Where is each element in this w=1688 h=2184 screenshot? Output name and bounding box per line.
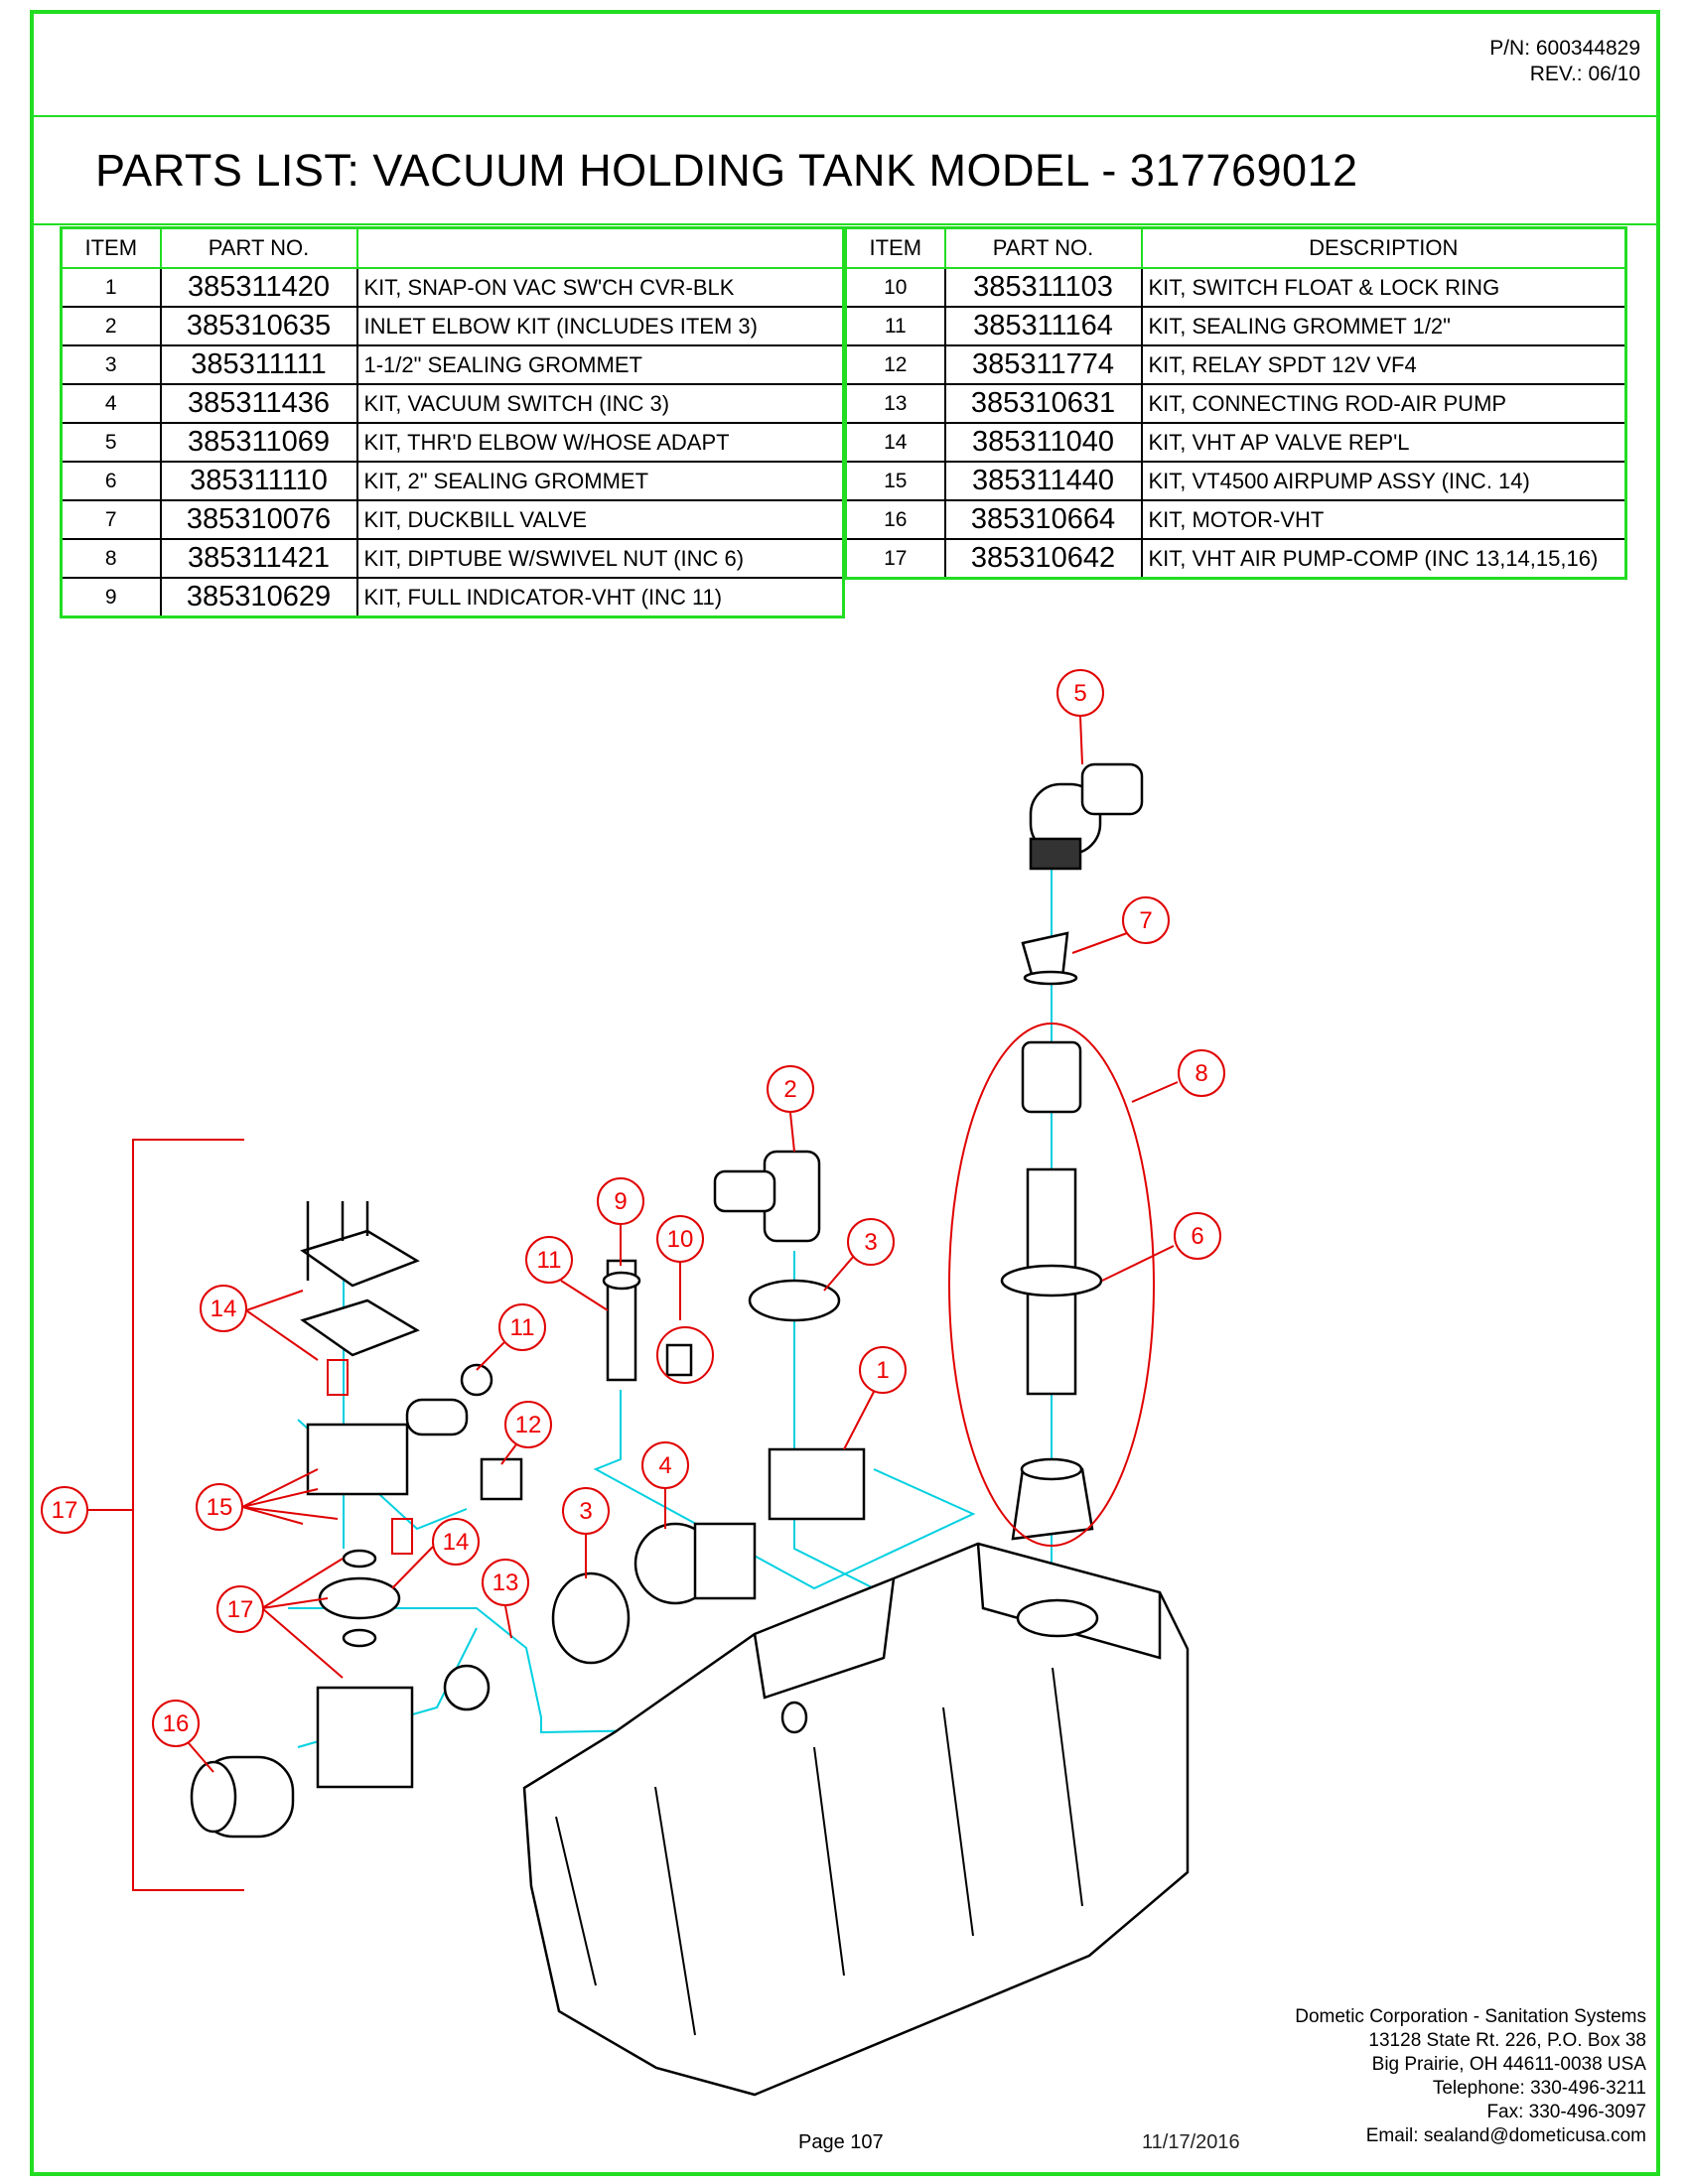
- callout-number: 6: [1191, 1223, 1204, 1250]
- description-cell: KIT, VHT AIR PUMP-COMP (INC 13,14,15,16): [1142, 539, 1626, 579]
- part-number-cell: 385311164: [945, 307, 1142, 345]
- description-cell: INLET ELBOW KIT (INCLUDES ITEM 3): [357, 307, 844, 345]
- description-cell: KIT, RELAY SPDT 12V VF4: [1142, 345, 1626, 384]
- part-number-cell: 385310076: [161, 500, 357, 539]
- callout-number: 1: [876, 1357, 890, 1384]
- company-name: Dometic Corporation - Sanitation Systems: [1295, 2006, 1646, 2027]
- column-header: PART NO.: [161, 228, 357, 269]
- address-line-1: 13128 State Rt. 226, P.O. Box 38: [1368, 2030, 1646, 2051]
- callout-item: [1175, 1213, 1220, 1259]
- item-cell: 16: [846, 500, 945, 539]
- callout-number: 3: [579, 1498, 593, 1525]
- item-cell: 4: [62, 384, 161, 423]
- relay-drawing: [482, 1459, 521, 1499]
- callout-number: 16: [162, 1710, 190, 1737]
- callout-number: 14: [442, 1529, 470, 1556]
- crankcase-drawing: [318, 1688, 412, 1787]
- callout-item: [768, 1066, 813, 1112]
- callout-number: 11: [536, 1247, 562, 1274]
- part-number-cell: 385311069: [161, 423, 357, 462]
- part-number-cell: 385310664: [945, 500, 1142, 539]
- callout-number: 11: [509, 1314, 535, 1341]
- description-cell: KIT, THR'D ELBOW W/HOSE ADAPT: [357, 423, 844, 462]
- item-cell: 11: [846, 307, 945, 345]
- callout-item: [598, 1178, 643, 1224]
- callout-number: 8: [1195, 1060, 1208, 1087]
- callout-number: 3: [864, 1229, 878, 1256]
- company-address: [1295, 2005, 1646, 2148]
- address-line-2: Big Prairie, OH 44611-0038 USA: [1371, 2054, 1646, 2075]
- part-number-cell: 385311040: [945, 423, 1142, 462]
- revision: REV.: 06/10: [1529, 63, 1640, 85]
- description-cell: KIT, CONNECTING ROD-AIR PUMP: [1142, 384, 1626, 423]
- callout-item: [1123, 897, 1169, 943]
- item-cell: 1: [62, 268, 161, 307]
- description-cell: KIT, VHT AP VALVE REP'L: [1142, 423, 1626, 462]
- callout-number: 9: [614, 1188, 628, 1215]
- callout-item: [563, 1488, 609, 1534]
- item-cell: 14: [846, 423, 945, 462]
- email: Email: sealand@dometicusa.com: [1365, 2125, 1646, 2146]
- switch-cover-drawing: [770, 1449, 864, 1519]
- telephone: Telephone: 330-496-3211: [1432, 2078, 1646, 2099]
- callout-item: [860, 1347, 906, 1393]
- callout-item: [1057, 670, 1103, 716]
- item-cell: 10: [846, 268, 945, 307]
- item-cell: 7: [62, 500, 161, 539]
- part-number-cell: 385310631: [945, 384, 1142, 423]
- callout-item: [197, 1484, 242, 1530]
- description-cell: KIT, 2" SEALING GROMMET: [357, 462, 844, 500]
- callout-number: 5: [1073, 680, 1087, 707]
- column-header: ITEM: [846, 228, 945, 269]
- callout-number: 13: [492, 1570, 519, 1596]
- callout-item: [657, 1216, 703, 1262]
- page-title: PARTS LIST: VACUUM HOLDING TANK MODEL - 317769012: [95, 145, 1358, 196]
- part-number-cell: 385311440: [945, 462, 1142, 500]
- item-cell: 12: [846, 345, 945, 384]
- callout-number: 17: [226, 1596, 254, 1623]
- callout-number: 2: [783, 1076, 797, 1103]
- part-number-cell: 385311436: [161, 384, 357, 423]
- callout-item: [217, 1586, 263, 1632]
- callout-item: [526, 1237, 572, 1283]
- description-cell: KIT, SNAP-ON VAC SW'CH CVR-BLK: [357, 268, 844, 307]
- part-number-cell: 385310629: [161, 578, 357, 617]
- part-number-cell: 385310642: [945, 539, 1142, 579]
- column-header: PART NO.: [945, 228, 1142, 269]
- item-cell: 15: [846, 462, 945, 500]
- part-number-cell: 385311774: [945, 345, 1142, 384]
- callout-item: [499, 1304, 545, 1350]
- callout-item: [848, 1219, 894, 1265]
- callout-item: [201, 1286, 246, 1331]
- callout-number: 15: [206, 1494, 233, 1521]
- description-cell: KIT, VT4500 AIRPUMP ASSY (INC. 14): [1142, 462, 1626, 500]
- description-cell: KIT, DUCKBILL VALVE: [357, 500, 844, 539]
- item-cell: 17: [846, 539, 945, 579]
- parts-drawings: [192, 764, 1188, 2095]
- description-cell: KIT, MOTOR-VHT: [1142, 500, 1626, 539]
- part-number-cell: 385311110: [161, 462, 357, 500]
- description-cell: 1-1/2" SEALING GROMMET: [357, 345, 844, 384]
- swivel-nut-drawing: [1023, 1042, 1080, 1112]
- callout-item: [153, 1701, 199, 1746]
- valve-plate-drawing: [303, 1231, 417, 1286]
- callout-item: [642, 1442, 688, 1488]
- column-header: ITEM: [62, 228, 161, 269]
- callout-item: [505, 1402, 551, 1447]
- part-number-cell: 385311421: [161, 539, 357, 578]
- pump-head-drawing: [308, 1425, 407, 1494]
- description-cell: KIT, FULL INDICATOR-VHT (INC 11): [357, 578, 844, 617]
- description-cell: KIT, SWITCH FLOAT & LOCK RING: [1142, 268, 1626, 307]
- description-cell: KIT, VACUUM SWITCH (INC 3): [357, 384, 844, 423]
- page-number: Page 107: [798, 2131, 884, 2153]
- part-number-cell: 385311111: [161, 345, 357, 384]
- description-cell: KIT, DIPTUBE W/SWIVEL NUT (INC 6): [357, 539, 844, 578]
- part-number: P/N: 600344829: [1489, 37, 1640, 60]
- callout-number: 7: [1139, 907, 1153, 934]
- item-cell: 2: [62, 307, 161, 345]
- callout-number: 17: [51, 1497, 78, 1524]
- print-date: 11/17/2016: [1142, 2131, 1240, 2153]
- callout-item: [1179, 1050, 1224, 1096]
- callout-item: [433, 1519, 479, 1565]
- item-cell: 9: [62, 578, 161, 617]
- item-cell: 6: [62, 462, 161, 500]
- item-cell: 5: [62, 423, 161, 462]
- item-cell: 13: [846, 384, 945, 423]
- column-header: DESCRIPTION: [1142, 228, 1626, 269]
- grommet-drawing: [750, 1281, 839, 1320]
- part-number-cell: 385311420: [161, 268, 357, 307]
- callout-number: 12: [514, 1412, 542, 1438]
- callout-number: 14: [210, 1296, 237, 1322]
- item-cell: 3: [62, 345, 161, 384]
- callout-number: 4: [658, 1452, 672, 1479]
- callout-item: [483, 1560, 528, 1605]
- part-number-cell: 385310635: [161, 307, 357, 345]
- item-cell: 8: [62, 539, 161, 578]
- description-cell: KIT, SEALING GROMMET 1/2": [1142, 307, 1626, 345]
- fax: Fax: 330-496-3097: [1486, 2102, 1646, 2122]
- part-number-cell: 385311103: [945, 268, 1142, 307]
- callout-number: 10: [666, 1226, 694, 1253]
- callout-item: [42, 1487, 87, 1533]
